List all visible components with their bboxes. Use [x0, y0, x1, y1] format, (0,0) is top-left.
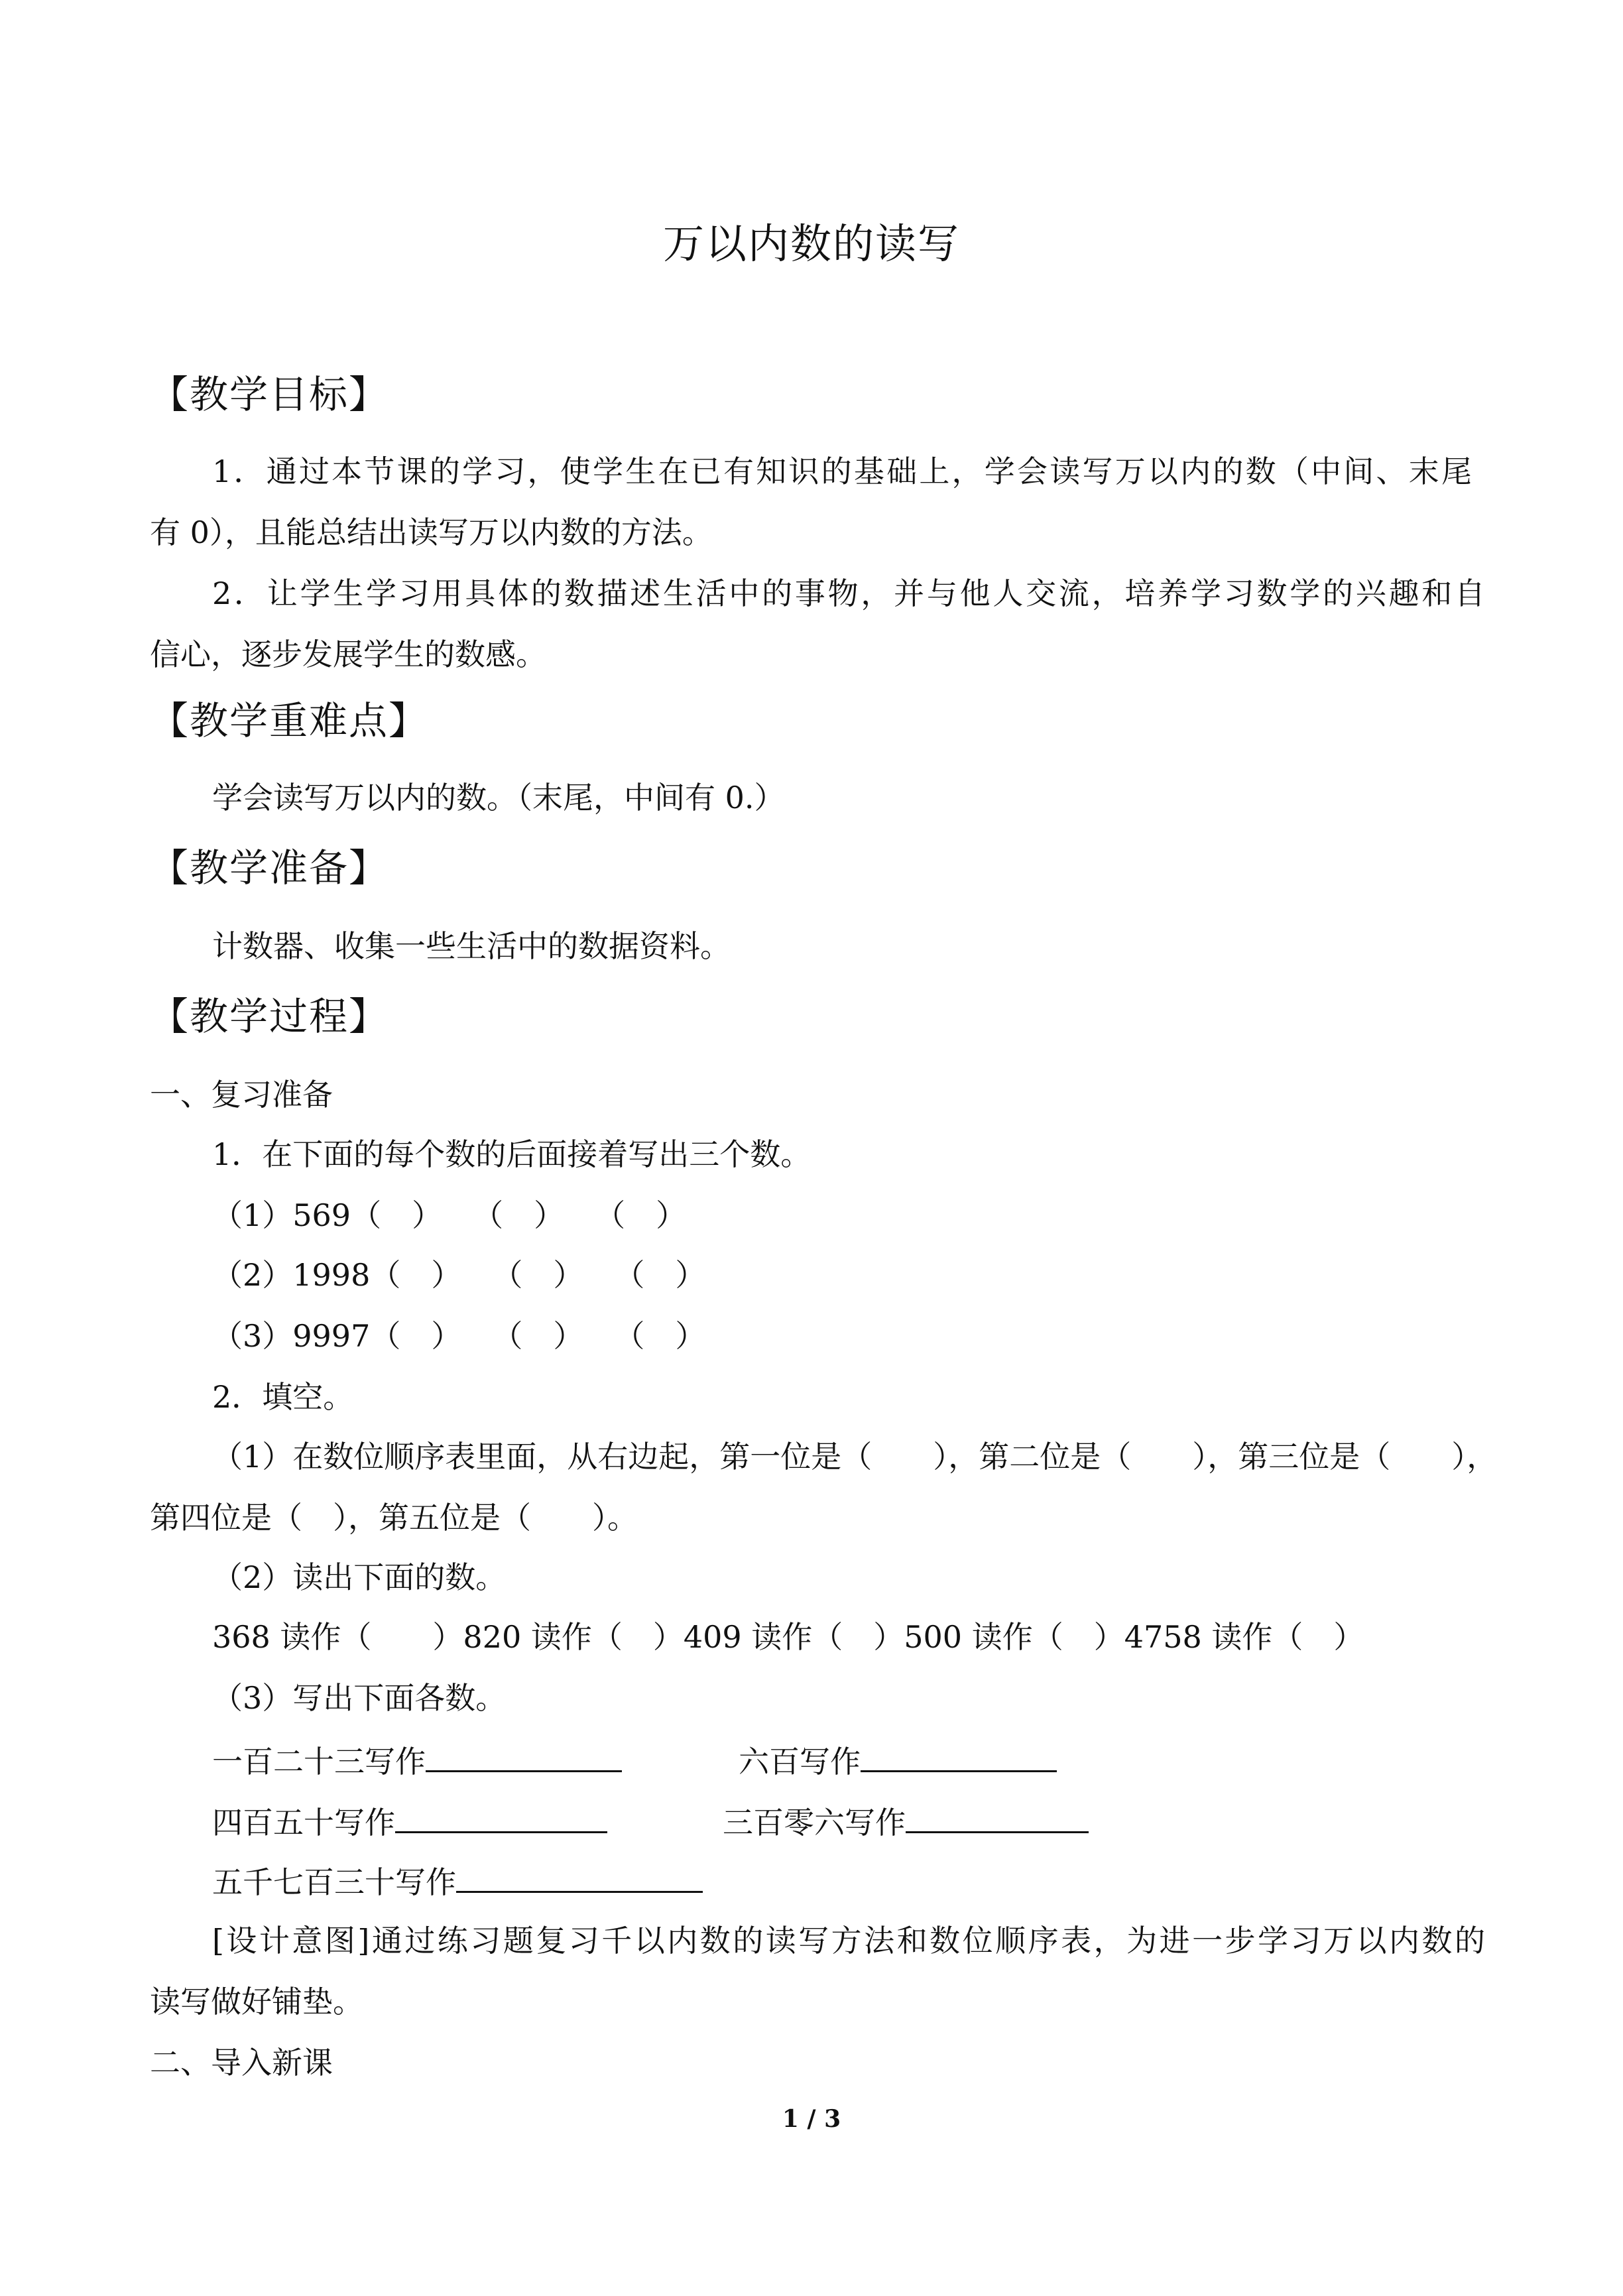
key-points-heading: 【教学重难点】 [150, 698, 429, 743]
goal-1-line-2: 有 0），且能总结出读写万以内数的方法。 [150, 514, 713, 550]
process-heading: 【教学过程】 [150, 994, 389, 1039]
write-item-2 [739, 1741, 1057, 1780]
part-1-title: 一、复习准备 [150, 1077, 333, 1113]
write-item-5-blank[interactable] [456, 1862, 703, 1893]
question-2-3: （3）写出下面各数。 [212, 1680, 507, 1716]
key-points-text: 学会读写万以内的数。（末尾，中间有 0.） [212, 780, 785, 816]
write-item-4 [723, 1802, 1089, 1841]
question-2: 2．填空。 [212, 1379, 354, 1415]
design-intent-line-1: [设计意图]通过练习题复习千以内数的读写方法和数位顺序表，为进一步学习万以内数的 [212, 1923, 1485, 1959]
goal-1-line-1: 1．通过本节课的学习，使学生在已有知识的基础上，学会读写万以内的数（中间、末尾 [212, 453, 1472, 489]
write-item-3 [212, 1802, 607, 1841]
page-title: 万以内数的读写 [662, 219, 960, 268]
preparation-text: 计数器、收集一些生活中的数据资料。 [212, 928, 731, 964]
question-2-1-line-1: （1）在数位顺序表里面，从右边起，第一位是（ ），第二位是（ ），第三位是（ ）， [212, 1439, 1498, 1475]
part-2-title: 二、导入新课 [150, 2045, 333, 2081]
write-item-3-blank[interactable] [395, 1802, 607, 1833]
write-item-5-label: 五千七百三十写作 [212, 1864, 456, 1900]
write-item-5 [212, 1862, 703, 1901]
question-1: 1．在下面的每个数的后面接着写出三个数。 [212, 1136, 812, 1172]
write-item-3-label: 四百五十写作 [212, 1805, 395, 1841]
design-intent-line-2: 读写做好铺垫。 [150, 1984, 363, 2020]
write-item-2-blank[interactable] [861, 1741, 1057, 1772]
goal-2-line-2: 信心，逐步发展学生的数感。 [150, 636, 546, 672]
write-item-1-label: 一百二十三写作 [212, 1744, 426, 1780]
write-item-2-label: 六百写作 [739, 1744, 861, 1780]
goals-heading: 【教学目标】 [150, 372, 389, 417]
goal-2-line-1: 2．让学生学习用具体的数描述生活中的事物，并与他人交流，培养学习数学的兴趣和自 [212, 575, 1485, 611]
question-1-item-1: （1）569（ ） （ ） （ ） [212, 1197, 687, 1233]
preparation-heading: 【教学准备】 [150, 845, 389, 890]
question-2-2-items: 368 读作（ ）820 读作（ ）409 读作（ ）500 读作（ ）4758 读作（ ） [212, 1619, 1364, 1655]
question-2-2: （2）读出下面的数。 [212, 1559, 507, 1595]
write-item-1 [212, 1741, 622, 1780]
question-1-item-3: （3）9997（ ） （ ） （ ） [212, 1318, 706, 1354]
page-number: 1 / 3 [782, 2105, 841, 2133]
question-1-item-2: （2）1998（ ） （ ） （ ） [212, 1257, 706, 1293]
write-item-4-label: 三百零六写作 [723, 1805, 906, 1841]
question-2-1-line-2: 第四位是（ ），第五位是（ ）。 [150, 1500, 638, 1536]
write-item-4-blank[interactable] [906, 1802, 1089, 1833]
write-item-1-blank[interactable] [426, 1741, 622, 1772]
